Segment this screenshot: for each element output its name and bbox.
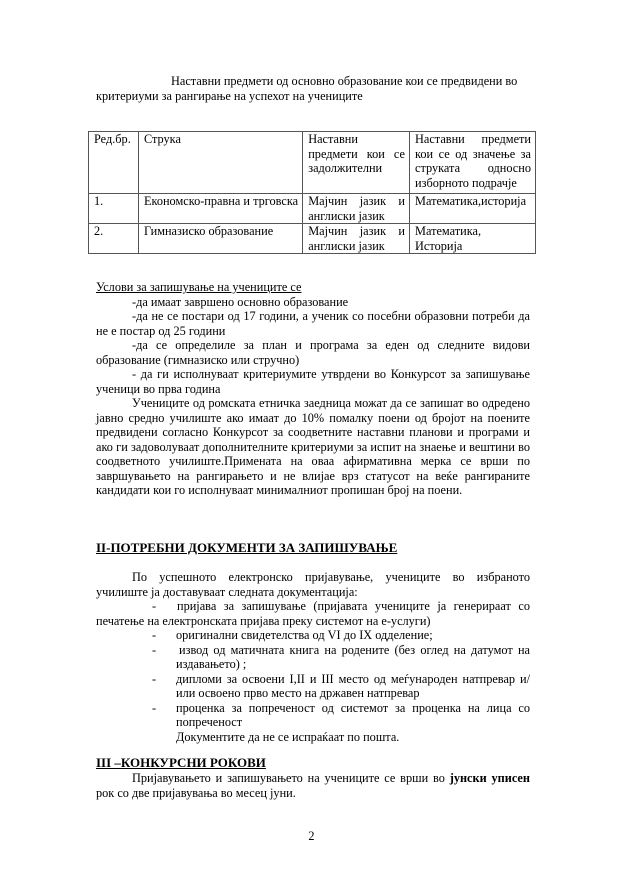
condition-item: -да се определиле за план и програма за еден од следните видови образование (гимназиско или стручно)	[96, 338, 530, 367]
required-documents-list	[96, 599, 530, 744]
section-2-intro-text: По успешното електронско пријавување, учениците во избраното училиште ја доставуваат следната документација:	[96, 570, 530, 599]
table-cell: Економско-правна и трговска	[138, 194, 302, 224]
section-3-line-2: рок со две пријавувања во месец јуни.	[96, 785, 296, 800]
header-cell-number: Ред.бр.	[89, 132, 139, 194]
section-3-bold-text: јунски уписен	[449, 771, 530, 785]
table-cell: 1.	[89, 194, 139, 224]
documents-note	[96, 730, 530, 745]
document-item-text: проценка за попреченост од системот за проценка на лица со попреченост	[176, 700, 530, 729]
subjects-table	[88, 131, 536, 254]
dash-bullet-icon: -	[152, 700, 157, 715]
document-item	[96, 672, 530, 701]
document-item	[96, 599, 530, 628]
header-cell-mandatory-subjects: Наставни предмети кои се задолжителни	[303, 132, 410, 194]
document-item-text: дипломи за освоени I,II и III место од меѓународен натпревар и/или освоено прво место на државен натпревар	[176, 671, 530, 700]
table-cell: Мајчин јазик и англиски јазик	[303, 194, 410, 224]
header-cell-field: Струка	[138, 132, 302, 194]
condition-item: - да ги исполнуваат критериумите утврдени во Конкурсот за запишување ученици во прва година	[96, 367, 530, 396]
condition-item: -да имаат завршено основно образование	[132, 294, 349, 309]
dash-bullet-icon: -	[152, 671, 157, 686]
document-item-text: извод од матичната книга на родените (без оглед на датумот на издавањето) ;	[176, 642, 530, 671]
section-3-line-1	[96, 771, 530, 786]
documents-note-text: Документите да не се испраќаат по пошта.	[176, 729, 400, 744]
conditions-title: Услови за запишување на учениците се	[96, 280, 302, 294]
table-cell: Математика, Историја	[410, 224, 536, 254]
condition-item: -да не се постари од 17 години, а ученик со посебни образовни потреби да не е постар од 25 години	[96, 309, 530, 338]
document-item	[96, 628, 530, 643]
roma-community-paragraph: Учениците од ромската етничка заедница можат да се запишат во одредено јавно средно училиште ако имаат до 10% помалку поени од бројот на поените предвидени согласно Конкурсот за соодветните наставни планови и програми и ако ги задоволуваат дополнителните критериуми за испит на знаење и вештини во соодветното училиште.Примената на оваа афирмативна мерка се врши по завршувањето на рангирањето и не влијае врз статусот на веќе рангираните кандидати кои го исполнуваат минималниот пропишан број на поени.	[96, 396, 530, 497]
section-2-intro	[96, 570, 530, 599]
section-2-title: II-ПОТРЕБНИ ДОКУМЕНТИ ЗА ЗАПИШУВАЊЕ	[96, 540, 398, 555]
dash-bullet-icon: -	[152, 628, 157, 642]
intro-line-2: критериуми за рангирање на успехот на учениците	[96, 88, 363, 103]
table-cell: Мајчин јазик и англиски јазик	[303, 224, 410, 254]
table-cell: 2.	[89, 224, 139, 254]
table-header-row	[89, 132, 536, 194]
document-item	[96, 701, 530, 730]
table-row	[89, 224, 536, 254]
section-3-text: Пријавувањето и запишувањето на учениците се врши во	[132, 771, 450, 785]
table-cell: Математика,историја	[410, 194, 536, 224]
section-3-body	[96, 771, 530, 800]
dash-bullet-icon: -	[152, 599, 157, 613]
header-cell-relevant-subjects: Наставни предмети кои се од значење за струката односно изборното подрачје	[410, 132, 536, 194]
intro-line-1: Наставни предмети од основно образование кои се предвидени во	[171, 74, 518, 88]
table-row	[89, 194, 536, 224]
page-number: 2	[308, 829, 315, 843]
section-3-title: III –КОНКУРСНИ РОКОВИ	[96, 755, 266, 770]
document-item	[96, 643, 530, 672]
enrollment-conditions	[96, 280, 530, 498]
dash-bullet-icon: -	[152, 642, 157, 657]
table-cell: Гимназиско образование	[138, 224, 302, 254]
document-item-text: пријава за запишување (пријавата учениците ја генерираат со печатење на електронската пријава преку системот на е-услуги)	[96, 599, 530, 628]
document-item-text: оригинални свидетелства од VI до IX одделение;	[176, 628, 433, 642]
table-intro-text	[96, 74, 536, 103]
